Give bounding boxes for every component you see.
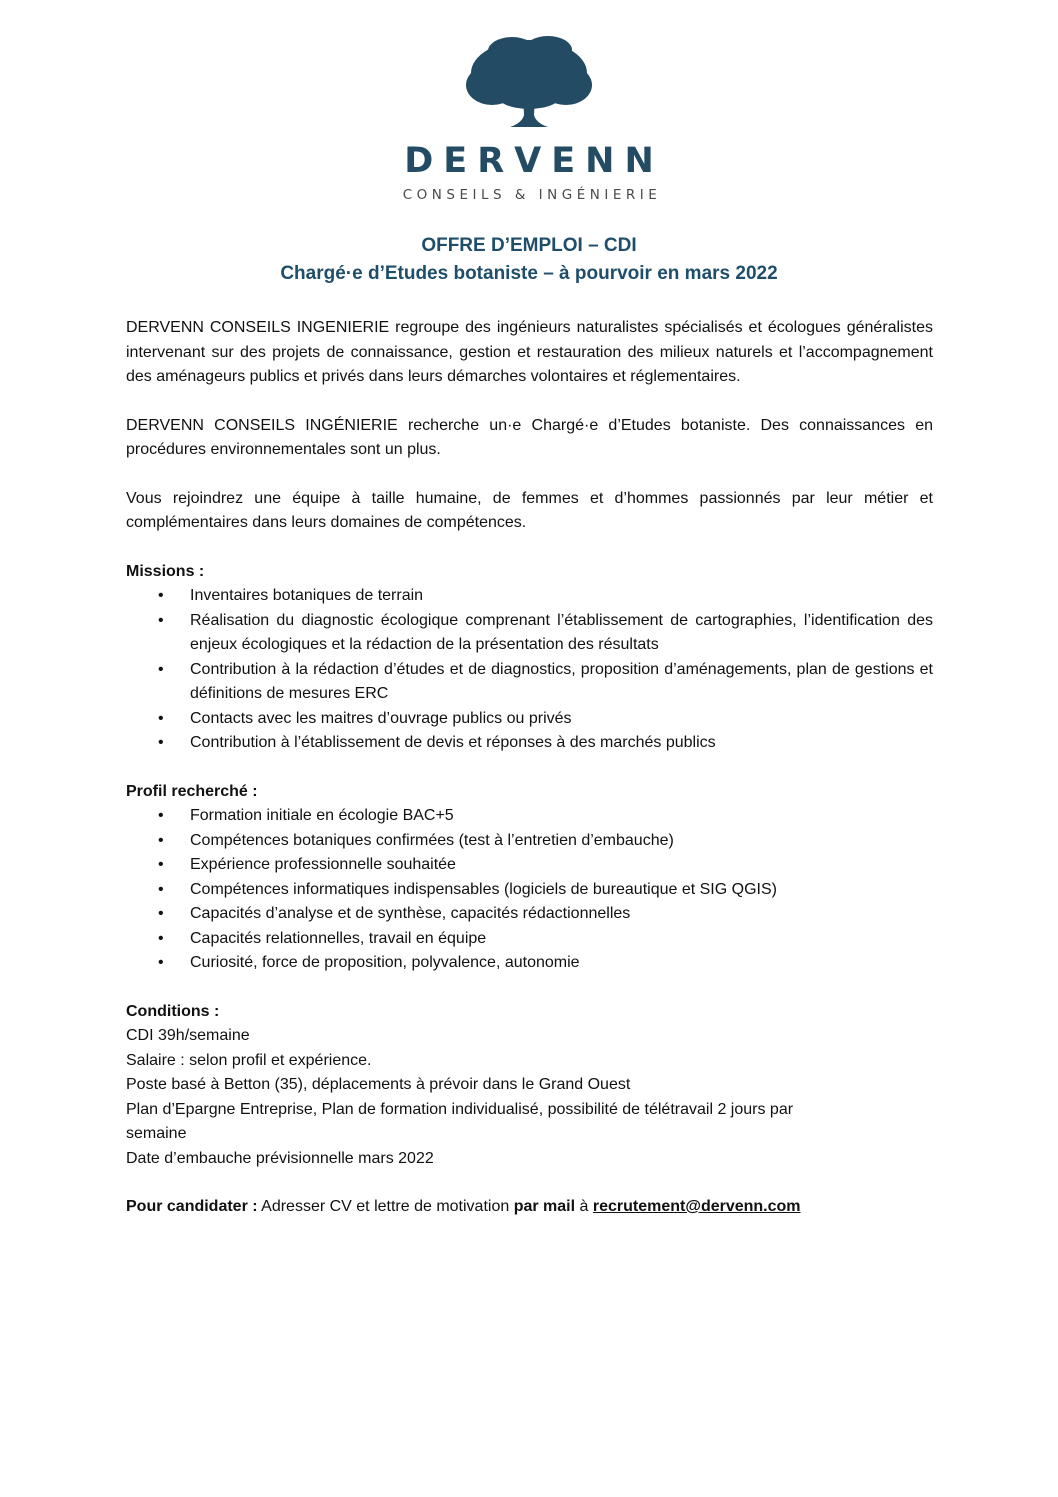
condition-line: semaine [126, 1125, 187, 1142]
brand-subtitle: CONSEILS & INGÉNIERIE [402, 187, 662, 203]
list-item [126, 731, 933, 756]
apply-label: Pour candidater : [126, 1198, 258, 1215]
list-item-text: Curiosité, force de proposition, polyvalence, autonomie [190, 954, 580, 971]
bullet-icon: • [158, 734, 164, 751]
email-link[interactable]: recrutement@dervenn.com [592, 1198, 801, 1215]
list-item-text: Contribution à l’établissement de devis et réponses à des marchés publics [190, 734, 716, 751]
bullet-icon: • [158, 856, 164, 873]
list-item [126, 878, 933, 903]
list-item-text: Inventaires botaniques de terrain [190, 587, 424, 604]
apply-method: par mail [513, 1198, 576, 1215]
list-item-text: Compétences informatiques indispensables (logiciels de bureautique et SIG QGIS) [190, 880, 777, 898]
bullet-icon: • [158, 831, 164, 849]
list-item [126, 927, 933, 952]
list-item-text: Formation initiale en écologie BAC+5 [190, 807, 454, 824]
list-item-text: Capacités relationnelles, travail en équipe [190, 929, 487, 947]
bullet-icon: • [158, 709, 164, 727]
bullet-icon: • [158, 660, 164, 678]
list-item-text: Compétences botaniques confirmées (test à l’entretien d’embauche) [190, 831, 674, 849]
conditions-section [126, 1000, 933, 1172]
bullet-icon: • [158, 905, 164, 922]
profile-heading: Profil recherché : [126, 782, 258, 800]
condition-line: Plan d’Epargne Entreprise, Plan de formation individualisé, possibilité de télétravail 2 jours par [126, 1100, 794, 1118]
list-item [126, 658, 933, 707]
missions-heading: Missions : [126, 562, 205, 580]
list-item [126, 951, 933, 976]
bullet-icon: • [158, 954, 164, 971]
position-title: Chargé·e d’Etudes botaniste – à pourvoir en mars 2022 [280, 263, 778, 284]
intro-paragraph: Vous rejoindrez une équipe à taille humaine, de femmes et d’hommes passionnés par leur métier et complémentaires dans leurs domaines de compétences. [126, 489, 933, 531]
company-logo [0, 35, 1058, 203]
profile-list [126, 804, 933, 976]
brand-name: DERVENN [404, 141, 664, 181]
bullet-icon: • [158, 611, 164, 629]
list-item-text: Capacités d’analyse et de synthèse, capacités rédactionnelles [190, 905, 631, 922]
list-item [126, 902, 933, 927]
document-body [126, 316, 933, 1236]
bullet-icon: • [158, 929, 164, 947]
bullet-icon: • [158, 807, 164, 824]
condition-line: Poste basé à Betton (35), déplacements à prévoir dans le Grand Ouest [126, 1076, 631, 1093]
condition-line: CDI 39h/semaine [126, 1027, 250, 1044]
job-titles [0, 232, 1058, 289]
condition-line: Date d’embauche prévisionnelle mars 2022 [126, 1149, 434, 1167]
conditions-heading: Conditions : [126, 1002, 220, 1020]
intro-paragraph: DERVENN CONSEILS INGÉNIERIE recherche un·e Chargé·e d’Etudes botaniste. Des connaissances en procédures environnementales sont un plus. [126, 416, 933, 458]
list-item-text: Contribution à la rédaction d’études et de diagnostics, proposition d’aménagements, plan de gestions et définitions de mesures ERC [190, 660, 933, 702]
apply-instructions [126, 1195, 933, 1220]
condition-line: Salaire : selon profil et expérience. [126, 1051, 372, 1069]
apply-text-connector: à [575, 1198, 593, 1215]
list-item-text: Contacts avec les maitres d’ouvrage publics ou privés [190, 709, 572, 727]
list-item [126, 853, 933, 878]
list-item-text: Réalisation du diagnostic écologique comprenant l’établissement de cartographies, l’identification des enjeux écologiques et la rédaction de la présentation des résultats [190, 611, 933, 653]
apply-text: Adresser CV et lettre de motivation [257, 1198, 514, 1215]
list-item-text: Expérience professionnelle souhaitée [190, 856, 456, 873]
intro-paragraph: DERVENN CONSEILS INGENIERIE regroupe des ingénieurs naturalistes spécialisés et écologues généralistes intervenant sur des projets de connaissance, gestion et restauration des milieux naturels et l’accompagnement des aménageurs publics et privés dans leurs démarches volontaires et réglementaires. [126, 319, 933, 385]
list-item [126, 707, 933, 732]
bullet-icon: • [158, 880, 164, 898]
bullet-icon: • [158, 587, 164, 604]
oak-tree-icon [464, 35, 594, 133]
offer-type-title: OFFRE D’EMPLOI – CDI [421, 235, 637, 256]
list-item [126, 584, 933, 609]
list-item [126, 804, 933, 829]
list-item [126, 829, 933, 854]
missions-list [126, 584, 933, 756]
list-item [126, 609, 933, 658]
